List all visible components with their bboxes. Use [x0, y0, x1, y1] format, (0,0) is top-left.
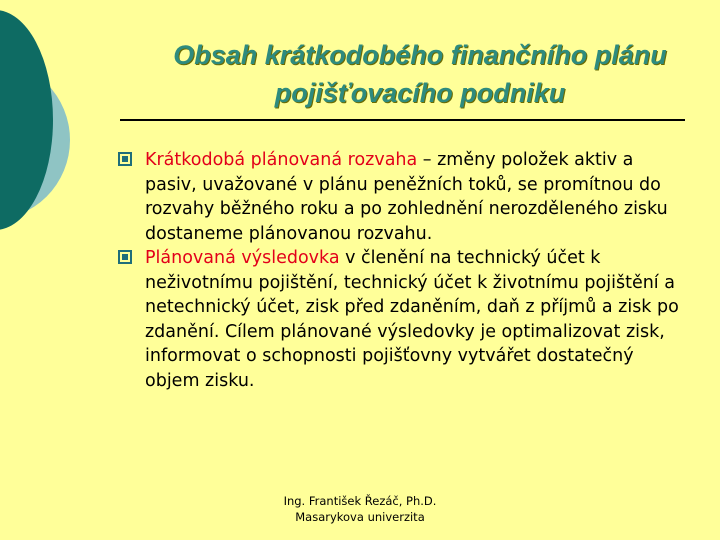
- title-divider: [120, 119, 685, 121]
- footer-author: Ing. František Řezáč, Ph.D.: [283, 494, 437, 508]
- slide-title: Obsah krátkodobého finančního plánu pojišťovacího podniku: [173, 40, 667, 108]
- bullet-item: [118, 148, 688, 246]
- deco-light-circle: [0, 60, 70, 220]
- bullet-term: Plánovaná výsledovka: [145, 248, 340, 268]
- bullet-list: [118, 148, 688, 393]
- bullet-term: Krátkodobá plánovaná rozvaha: [145, 150, 418, 170]
- slide-footer: [240, 493, 480, 525]
- deco-dark-circle: [0, 10, 53, 230]
- bullet-text: v členění na technický účet k neživotnímu pojištění, technický účet k životnímu pojištění a netechnický účet, zisk před zdaněním, daň z příjmů a zisk po zdanění. Cílem plánované výsledovky je optimalizovat zisk, informovat o schopnosti pojišťovny vytvářet dostatečný objem zisku.: [145, 248, 679, 391]
- bullet-item: [118, 246, 688, 393]
- bullet-text: – změny položek aktiv a pasiv, uvažované v plánu peněžních toků, se promítnou do rozvahy běžného roku a po zohlednění nerozděleného zisku dostaneme plánovanou rozvahu.: [145, 150, 668, 244]
- checkbox-bullet-icon: [118, 250, 132, 264]
- checkbox-bullet-icon: [118, 152, 132, 166]
- footer-institution: Masarykova univerzita: [295, 510, 425, 524]
